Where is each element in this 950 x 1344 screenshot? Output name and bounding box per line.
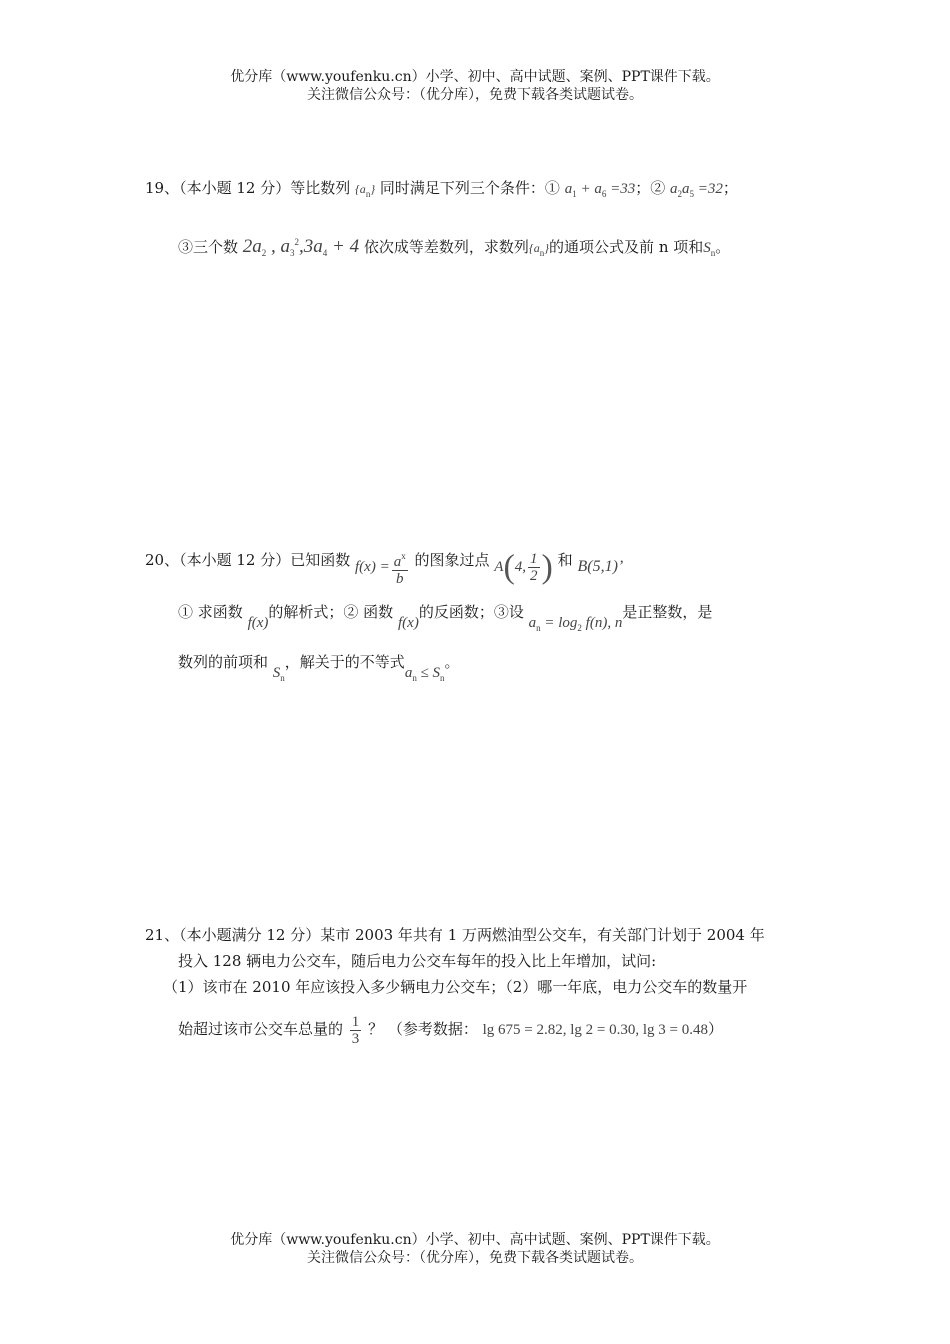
q21-line-2-text: 投入 128 辆电力公交车，随后电力公交车每年的投入比上年增加，试问: <box>178 952 657 970</box>
footer-line-2: 关注微信公众号：（优分库），免费下载各类试题试卷。 <box>307 1250 643 1266</box>
q19-line-1 <box>145 178 738 204</box>
q20-text-4: ① 求函数 <box>178 603 243 621</box>
q21-line-4b: ？ （参考数据： <box>368 1019 478 1038</box>
q19-seq-an-2: $\{a_n\}$ <box>528 241 550 258</box>
q19-text-5: ③三个数 <box>178 238 239 256</box>
q21-line-2 <box>178 951 656 971</box>
q20-text-5: 的解析式；② 函数 <box>268 603 394 621</box>
q20-fx-2: f(x) <box>397 615 419 631</box>
q20-line-2 <box>178 602 713 633</box>
q19-three-numbers: $2a_2$ , $a_3^2,3a_4 + 4$ <box>242 236 360 258</box>
q20-text-2: 的图象过点 <box>414 550 490 569</box>
footer-line-1: 优分库（www.youfenku.cn）小学、初中、高中试题、案例、PPT课件下载。 <box>230 1232 720 1248</box>
q20-text-8: 数列的前项和 <box>178 653 269 671</box>
q20-line-1 <box>145 542 624 587</box>
q20-text-6: 的反函数；③设 <box>418 603 524 621</box>
q20-text-10: 。 <box>444 653 460 671</box>
q21-line-4 <box>178 1014 723 1047</box>
q21-line-1-text: （本小题满分 12 分）某市 2003 年共有 1 万两燃油型公交车，有关部门计划于 2004 年 <box>179 926 765 944</box>
q19-sn: $S_n$ <box>703 240 716 258</box>
q20-line-3 <box>178 652 460 683</box>
q20-function-def: f(x) = $\frac{a^x}{b}$ <box>355 559 410 575</box>
q21-line-4c: ） <box>708 1019 724 1038</box>
q20-text-1: （本小题 12 分）已知函数 <box>179 550 351 569</box>
q19-text-2: 同时满足下列三个条件：① <box>379 179 560 197</box>
q20-fx-1: f(x) <box>247 615 269 631</box>
q20-inequality: $a_n \le S_n$ <box>404 665 445 683</box>
q21-line-3-text: （1）该市在 2010 年应该投入多少辆电力公交车；（2）哪一年底，电力公交车的数量开 <box>163 978 748 996</box>
q20-point-b: B(5,1)’ <box>577 557 624 575</box>
q19-line-2 <box>178 232 730 263</box>
q19-text-8: 。 <box>715 238 731 256</box>
q19-seq-an: $\{a_n\}$ <box>355 182 376 199</box>
q20-an-def: $a_n = \log_2 f(n)$, n <box>528 615 623 633</box>
q20-text-7: 是正整数，是 <box>622 603 713 621</box>
q19-text-6: 依次成等差数列，求数列 <box>363 238 529 256</box>
q20-number: 20、 <box>145 550 180 569</box>
q19-text-7: 的通项公式及前 n 项和 <box>549 238 704 256</box>
q21-line-1 <box>145 925 765 945</box>
header-line-2: 关注微信公众号：（优分库），免费下载各类试题试卷。 <box>307 87 643 103</box>
q20-text-3: 和 <box>557 550 573 569</box>
q19-text-1: （本小题 12 分）等比数列 <box>179 179 351 197</box>
q19-cond-2: $a_2a_5 =32$ <box>670 181 723 199</box>
q19-cond-1: $a_1 + a_6 =33$ <box>564 181 636 199</box>
q21-fraction-one-third: $\frac{1}{3}$ <box>351 1014 360 1047</box>
page-footer <box>0 1231 950 1267</box>
page-header <box>0 68 950 104</box>
q20-sn: $S_n$ <box>272 665 285 683</box>
header-line-1: 优分库（www.youfenku.cn）小学、初中、高中试题、案例、PPT课件下载。 <box>230 69 720 85</box>
q20-text-9: ，解关于的不等式 <box>284 653 405 671</box>
q21-line-3 <box>163 977 747 997</box>
q21-reference-data: lg 675 = 2.82, lg 2 = 0.30, lg 3 = 0.48 <box>482 1021 709 1038</box>
q20-point-a: A(4, $\frac{1}{2}$ ) <box>494 548 553 586</box>
q19-text-4: ； <box>722 179 738 197</box>
q21-number: 21、 <box>145 926 180 944</box>
q19-number: 19、 <box>145 179 180 197</box>
q21-line-4a: 始超过该市公交车总量的 <box>178 1019 344 1038</box>
q19-text-3: ；② <box>635 179 666 197</box>
